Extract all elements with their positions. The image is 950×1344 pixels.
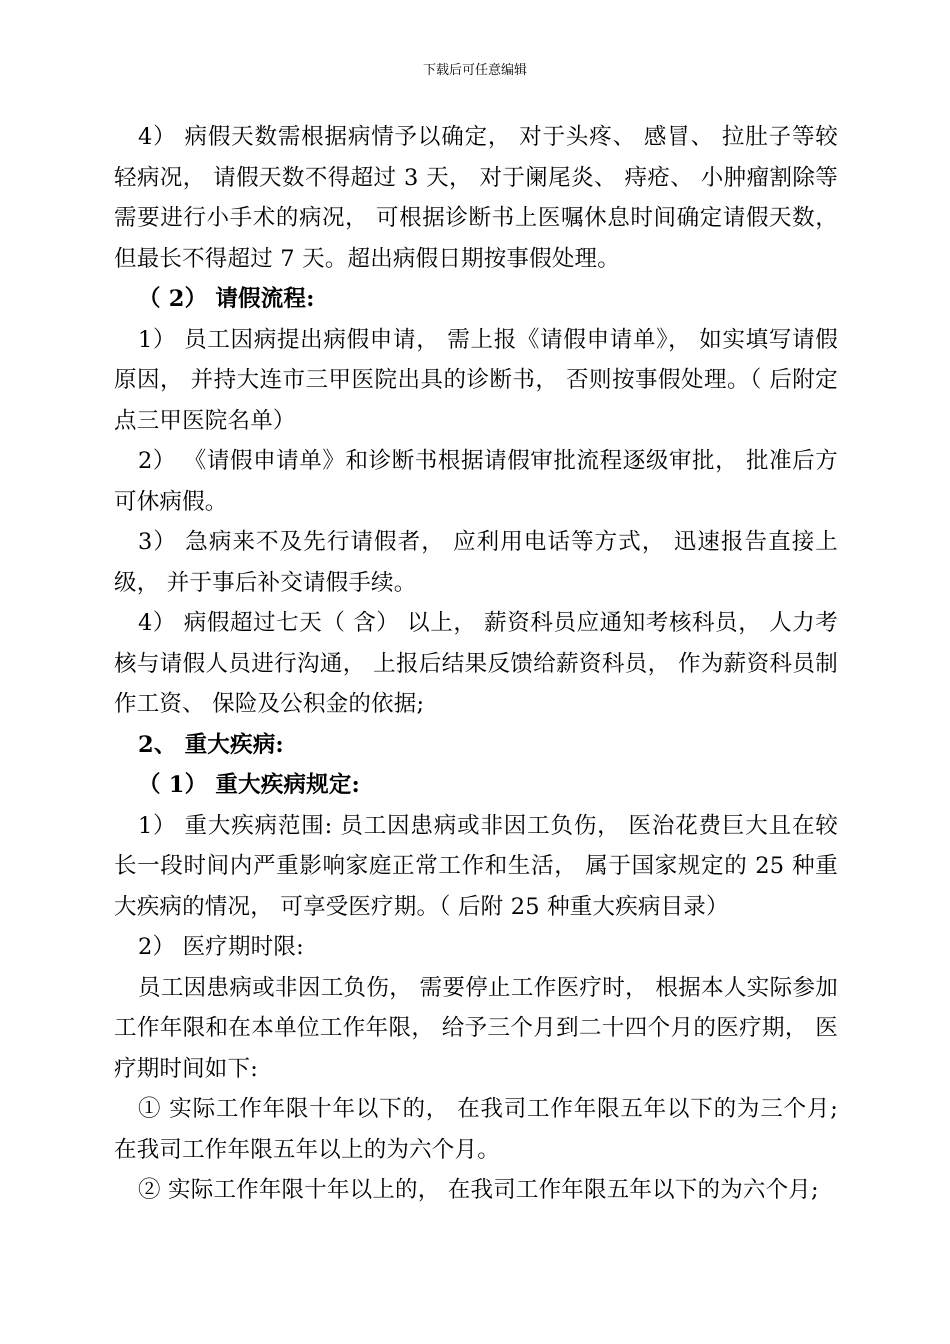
paragraph-period-rule-2: ② 实际工作年限十年以上的， 在我司工作年限五年以下的为六个月; [138, 1177, 819, 1203]
paragraph-process-step-4: 4） 病假超过七天（ 含） 以上， 薪资科员应通知考核科员， 人力考核与请假人员进行沟通， 上报后结果反馈给薪资科员， 作为薪资科员制作工资、 保险及公积金的依据; [114, 610, 838, 717]
paragraph-sick-leave-days: 4） 病假天数需根据病情予以确定， 对于头疼、 感冒、 拉肚子等较轻病况， 请假天数不得超过 3 天， 对于阑尾炎、 痔疮、 小肿瘤割除等需要进行小手术的病况， 可根据诊断书上医嘱休息时间确定请假天数， 但最长不得超过 7 天。超出病假日期按事假处理。 [114, 124, 838, 272]
heading-major-illness-rules: （ 1） 重大疾病规定: [138, 772, 361, 798]
heading-leave-process: （ 2） 请假流程: [138, 286, 315, 312]
heading-major-illness: 2、 重大疾病: [138, 731, 284, 758]
paragraph-process-step-2: 2） 《请假申请单》和诊断书根据请假审批流程逐级审批， 批准后方可休病假。 [114, 448, 838, 515]
paragraph-major-illness-scope: 1） 重大疾病范围: 员工因患病或非因工负伤， 医治花费巨大且在较长一段时间内严重影响家庭正常工作和生活， 属于国家规定的 25 种重大疾病的情况， 可享受医疗期。（ 后附 25 种重大疾病目录） [114, 812, 838, 920]
paragraph-medical-period-desc: 员工因患病或非因工负伤， 需要停止工作医疗时， 根据本人实际参加工作年限和在本单位工作年限， 给予三个月到二十四个月的医疗期， 医疗期时间如下: [114, 974, 838, 1082]
paragraph-period-rule-1: ① 实际工作年限十年以下的， 在我司工作年限五年以下的为三个月; 在我司工作年限五年以上的为六个月。 [114, 1096, 838, 1163]
paragraph-process-step-1: 1） 员工因病提出病假申请， 需上报《请假申请单》， 如实填写请假原因， 并持大连市三甲医院出具的诊断书， 否则按事假处理。（ 后附定点三甲医院名单） [114, 326, 838, 434]
paragraph-medical-period-title: 2） 医疗期时限: [138, 934, 304, 960]
paragraph-process-step-3: 3） 急病来不及先行请假者， 应利用电话等方式， 迅速报告直接上级， 并于事后补交请假手续。 [114, 529, 838, 596]
document-body [114, 117, 838, 1211]
page-header: 下载后可任意编辑 [422, 63, 527, 78]
